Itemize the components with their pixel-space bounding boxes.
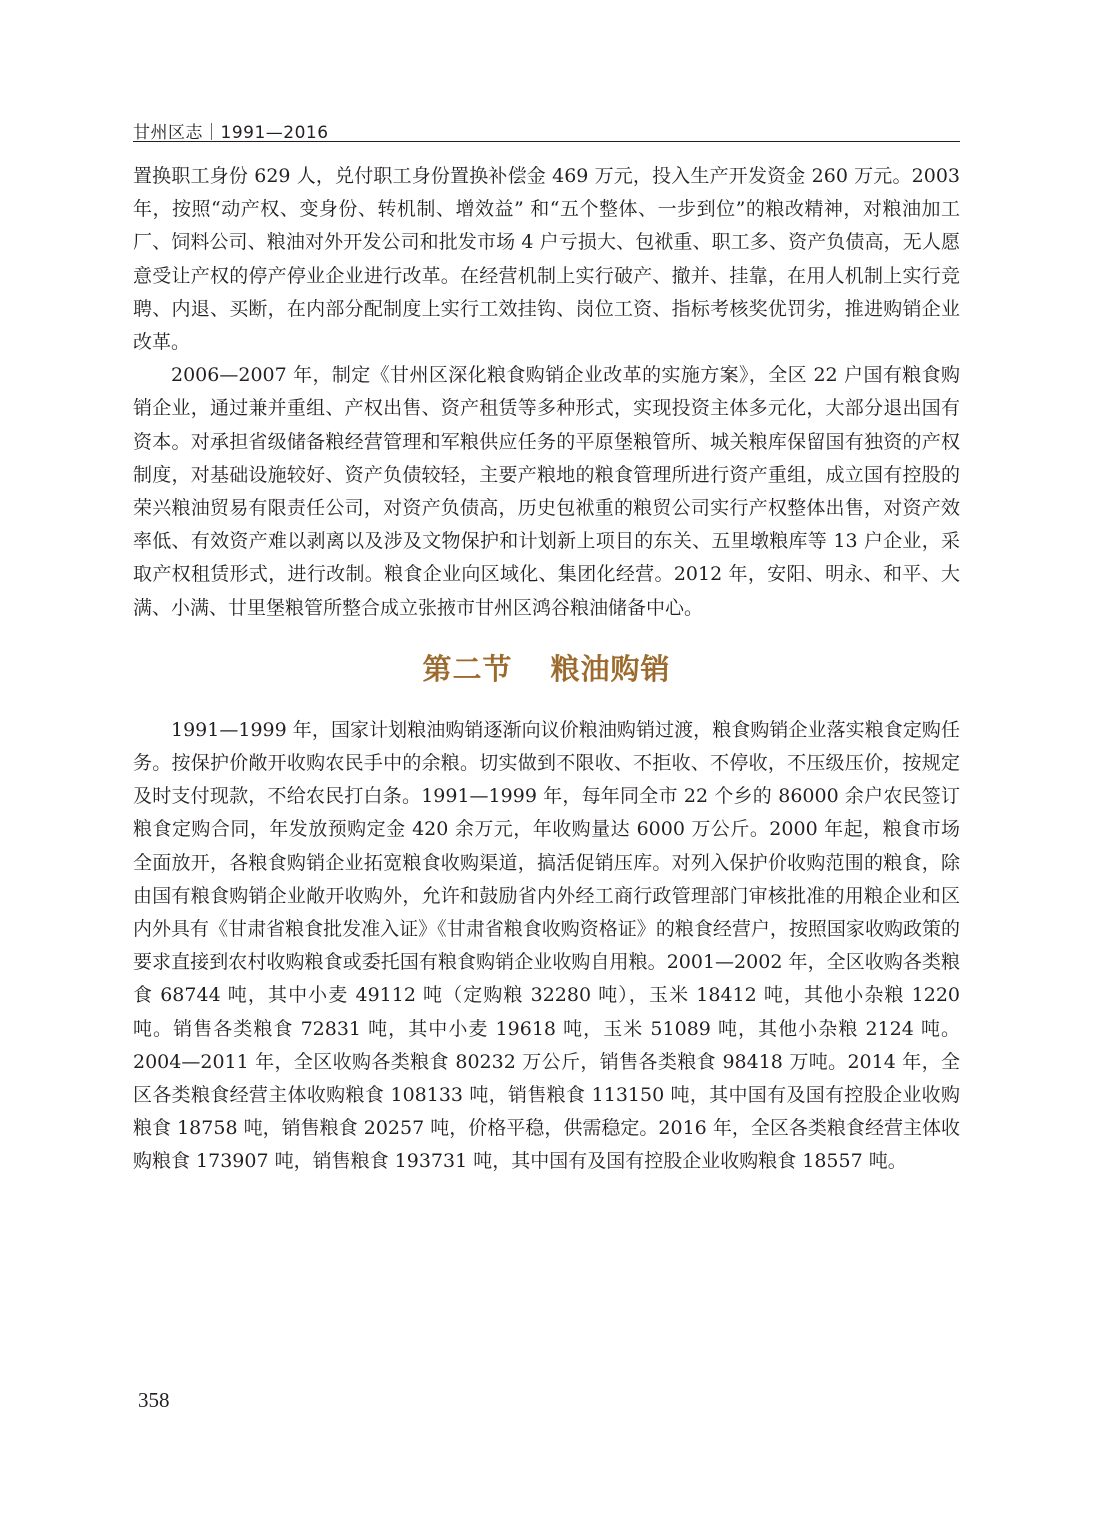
section-heading: [133, 647, 960, 688]
paragraph-continued: 置换职工身份 629 人，兑付职工身份置换补偿金 469 万元，投入生产开发资金 260 万元。2003 年，按照“动产权、变身份、转机制、增效益” 和“五个整体、一步到位”的粮改精神，对粮油加工厂、饲料公司、粮油对外开发公司和批发市场 4 户亏损大、包袱重、职工多、资产负债高，无人愿意受让产权的停产停业企业进行改革。在经营机制上实行破产、撤并、挂靠，在用人机制上实行竞聘、内退、买断，在内部分配制度上实行工效挂钩、岗位工资、指标考核奖优罚劣，推进购销企业改革。: [133, 165, 960, 354]
page-number: 358: [138, 1388, 170, 1412]
header-rule: [133, 141, 960, 142]
paragraph-reform-2006: 2006—2007 年，制定《甘州区深化粮食购销企业改革的实施方案》，全区 22 户国有粮食购销企业，通过兼并重组、产权出售、资产租赁等多种形式，实现投资主体多元化，大部分退出国有资本。对承担省级储备粮经营管理和军粮供应任务的平原堡粮管所、城关粮库保留国有独资的产权制度，对基础设施较好、资产负债较轻，主要产粮地的粮食管理所进行资产重组，成立国有控股的荣兴粮油贸易有限责任公司，对资产负债高，历史包袱重的粮贸公司实行产权整体出售，对资产效率低、有效资产难以剥离以及涉及文物保护和计划新上项目的东关、五里墩粮库等 13 户企业，采取产权租赁形式，进行改制。粮食企业向区域化、集团化经营。2012 年，安阳、明永、和平、大满、小满、廿里堡粮管所整合成立张掖市甘州区鸿谷粮油储备中心。: [133, 364, 960, 619]
section-title: 粮油购销: [550, 651, 671, 686]
section-number: 第二节: [422, 651, 513, 686]
page-body: [133, 160, 960, 1179]
paragraph-grain-trade: 1991—1999 年，国家计划粮油购销逐渐向议价粮油购销过渡，粮食购销企业落实粮食定购任务。按保护价敞开收购农民手中的余粮。切实做到不限收、不拒收、不停收，不压级压价，按规定及时支付现款，不给农民打白条。1991—1999 年，每年同全市 22 个乡的 86000 余户农民签订粮食定购合同，年发放预购定金 420 余万元，年收购量达 6000 万公斤。2000 年起，粮食市场全面放开，各粮食购销企业拓宽粮食收购渠道，搞活促销压库。对列入保护价收购范围的粮食，除由国有粮食购销企业敞开收购外，允许和鼓励省内外经工商行政管理部门审核批准的用粮企业和区内外具有《甘肃省粮食批发准入证》《甘肃省粮食收购资格证》的粮食经营户，按照国家收购政策的要求直接到农村收购粮食或委托国有粮食购销企业收购自用粮。2001—2002 年，全区收购各类粮食 68744 吨，其中小麦 49112 吨（定购粮 32280 吨），玉米 18412 吨，其他小杂粮 1220 吨。销售各类粮食 72831 吨，其中小麦 19618 吨，玉米 51089 吨，其他小杂粮 2124 吨。2004—2011 年，全区收购各类粮食 80232 万公斤，销售各类粮食 98418 万吨。2014 年，全区各类粮食经营主体收购粮食 108133 吨，销售粮食 113150 吨，其中国有及国有控股企业收购粮食 18758 吨，销售粮食 20257 吨，价格平稳，供需稳定。2016 年，全区各类粮食经营主体收购粮食 173907 吨，销售粮食 193731 吨，其中国有及国有控股企业收购粮食 18557 吨。: [133, 718, 960, 1173]
running-header: 甘州区志｜1991—2016: [133, 123, 329, 143]
